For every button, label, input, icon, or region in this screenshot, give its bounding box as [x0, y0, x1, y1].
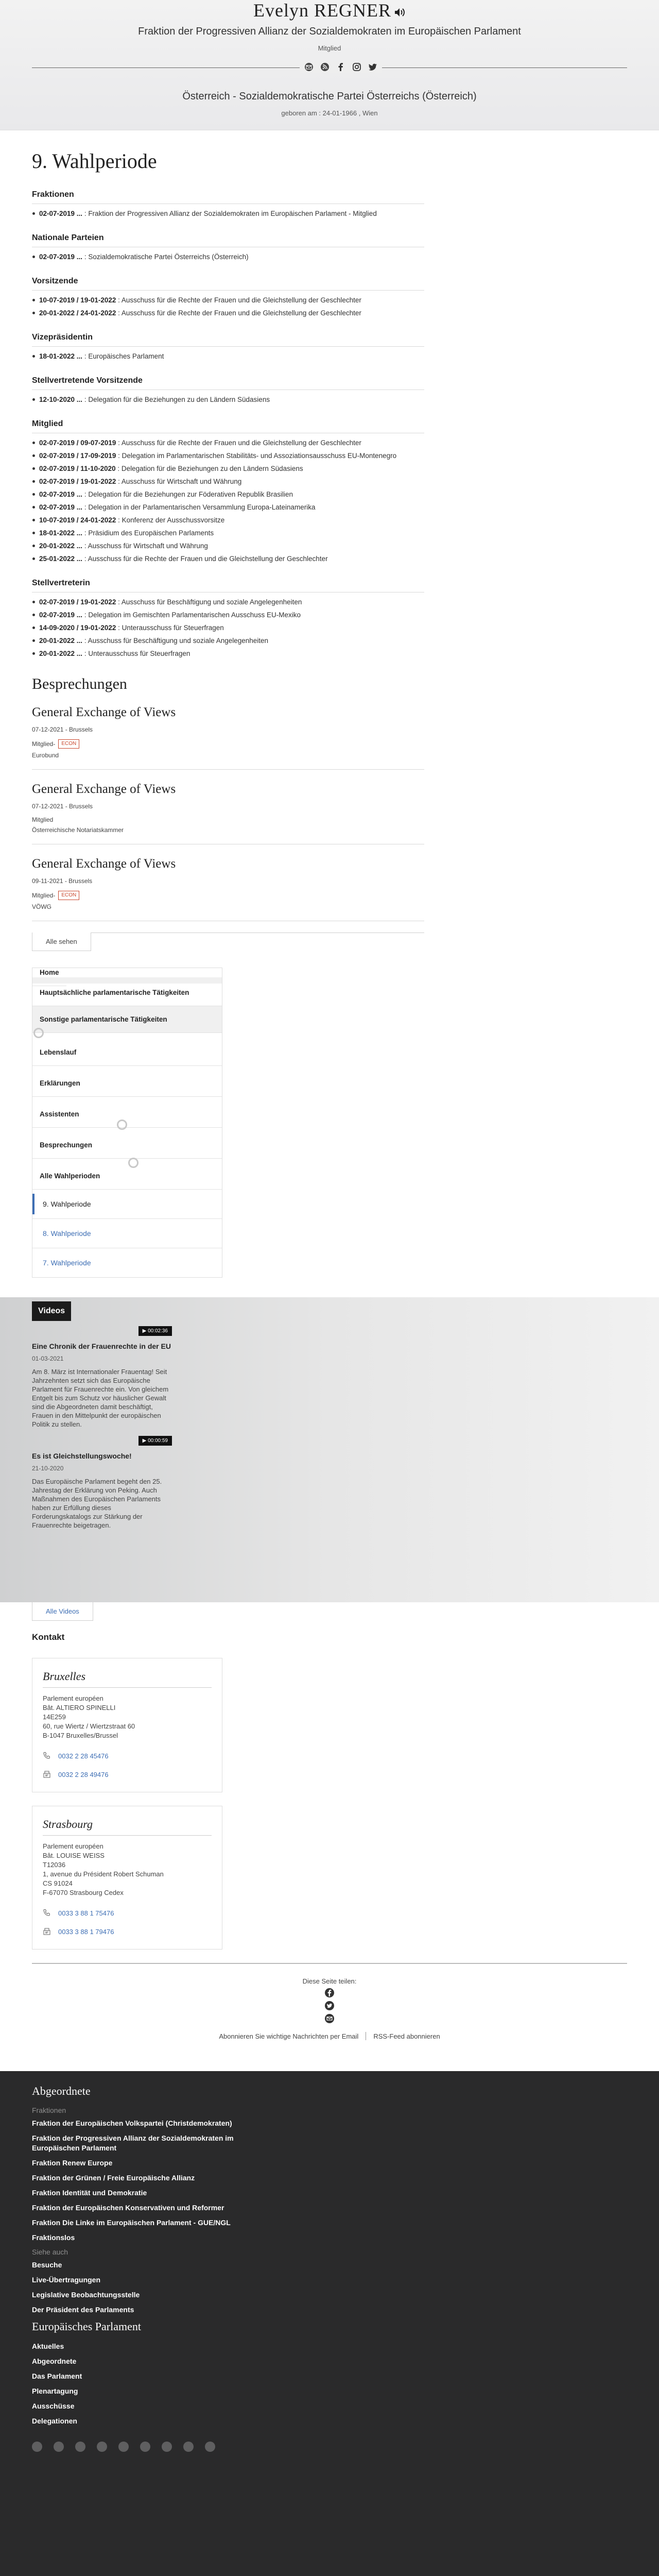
item-text: : Präsidium des Europäischen Parlaments: [82, 529, 214, 537]
snapchat-icon[interactable]: [162, 2442, 172, 2452]
item-text: : Ausschuss für Beschäftigung und soziale Angelegenheiten: [82, 637, 269, 645]
phone-link[interactable]: [43, 1909, 212, 1917]
address-line: F-67070 Strasbourg Cedex: [43, 1889, 124, 1896]
footer-ep-link[interactable]: Ausschüsse: [32, 2402, 75, 2410]
phone-icon: [43, 1752, 51, 1760]
term-section: [32, 579, 424, 660]
address-line: CS 91024: [43, 1879, 73, 1887]
meeting-date-place: 07-12-2021 - Brussels: [32, 803, 93, 810]
list-item: [32, 527, 424, 539]
instagram-icon[interactable]: [352, 62, 362, 72]
footer-group-link[interactable]: Fraktion der Grünen / Freie Europäische Allianz: [32, 2174, 195, 2182]
footer-social-icons: [32, 2442, 627, 2452]
committee-badge[interactable]: ECON: [58, 739, 79, 749]
committee-badge[interactable]: ECON: [58, 891, 79, 900]
item-text: : Ausschuss für Beschäftigung und soziale Angelegenheiten: [116, 598, 302, 606]
share-label: Diese Seite teilen:: [302, 1977, 357, 1985]
address-line: Bât. ALTIERO SPINELLI: [43, 1704, 116, 1711]
section-title: Stellvertretende Vorsitzende: [32, 376, 424, 390]
list-item: [32, 488, 424, 501]
term-sections: [32, 190, 659, 660]
member-name: Evelyn REGNER: [253, 0, 391, 21]
footer-ep-link[interactable]: Das Parlament: [32, 2372, 82, 2380]
footer-see-also-link[interactable]: Besuche: [32, 2261, 62, 2269]
footer-group-link[interactable]: Fraktion der Europäischen Volkspartei (Christdemokraten): [32, 2119, 232, 2127]
item-text: : Europäisches Parlament: [82, 352, 164, 360]
address-line: Parlement européen: [43, 1842, 103, 1850]
item-date: 02-07-2019 / 09-07-2019: [39, 439, 116, 447]
footer-subtitle-groups: Fraktionen: [32, 2106, 66, 2114]
section-title: Vorsitzende: [32, 277, 424, 291]
item-date: 18-01-2022 ...: [39, 352, 83, 360]
item-date: 20-01-2022 ...: [39, 637, 83, 645]
reddit-icon[interactable]: [205, 2442, 215, 2452]
item-text: : Ausschuss für Wirtschaft und Währung: [82, 542, 208, 550]
meeting-card: [32, 856, 424, 921]
list-item: [32, 307, 424, 319]
pinterest-icon[interactable]: [183, 2442, 194, 2452]
item-date: 02-07-2019 ...: [39, 611, 83, 619]
term-section: [32, 190, 424, 220]
footer-ep-link[interactable]: Aktuelles: [32, 2342, 64, 2350]
list-item: [32, 250, 424, 263]
footer-ep-link[interactable]: Plenartagung: [32, 2387, 78, 2395]
item-text: : Delegation für die Beziehungen zu den Ländern Südasiens: [115, 465, 303, 472]
list-item: [32, 647, 424, 660]
meeting-organisation: Österreichische Notariatskammer: [32, 826, 124, 834]
video-card[interactable]: [32, 1326, 172, 1429]
meeting-role-row: Mitglied - ECON: [32, 739, 424, 749]
sidenav-item-other-activities[interactable]: [32, 1006, 222, 1033]
term-section: [32, 233, 424, 263]
item-date: 10-07-2019 / 24-01-2022: [39, 516, 116, 524]
item-date: 02-07-2019 ...: [39, 253, 83, 261]
list-item: [32, 539, 424, 552]
sidenav-item-cv[interactable]: Lebenslauf: [32, 1039, 222, 1066]
item-date: 02-07-2019 / 19-01-2022: [39, 598, 116, 606]
fax-link[interactable]: [43, 1770, 212, 1778]
flickr-icon[interactable]: [75, 2442, 85, 2452]
list-item: [32, 621, 424, 634]
sidenav-item-all-terms[interactable]: [32, 1163, 222, 1190]
list-item: [32, 634, 424, 647]
sidenav-item-home[interactable]: Home: [32, 959, 66, 986]
section-list: [32, 350, 424, 363]
term-section: [32, 277, 424, 319]
item-text: : Delegation für die Beziehungen zur Föderativen Republik Brasilien: [82, 490, 293, 498]
see-all-button[interactable]: Alle sehen: [32, 933, 91, 951]
term-title: 9. Wahlperiode: [32, 149, 157, 173]
item-date: 02-07-2019 ...: [39, 490, 83, 498]
item-text: : Ausschuss für Wirtschaft und Währung: [116, 478, 242, 485]
phone-number: 0033 3 88 1 75476: [58, 1909, 114, 1917]
sidenav-item-assistants[interactable]: [32, 1101, 222, 1128]
item-text: : Konferenz der Ausschussvorsitze: [116, 516, 225, 524]
section-title: Mitglied: [32, 419, 424, 433]
sidenav-item-label: Alle Wahlperioden: [40, 1172, 100, 1180]
section-list: [32, 294, 424, 319]
footer-ep-link[interactable]: Delegationen: [32, 2417, 77, 2425]
meeting-title[interactable]: General Exchange of Views: [32, 705, 176, 719]
contact-section: [0, 1602, 659, 1950]
video-description: Am 8. März ist Internationaler Frauentag! Seit Jahrzehnten setzt sich das Europäische Parlament für Frauenrechte ein. Von gleichem Entgelt bis zum Schutz vor häuslicher Gewalt sind die Abgeordneten damit beschäftigt, Frauen in den Mittelpunkt der europäischen Politik zu stellen.: [32, 1368, 169, 1428]
video-title[interactable]: Es ist Gleichstellungswoche!: [32, 1452, 132, 1460]
footer-group-link[interactable]: Fraktion Identität und Demokratie: [32, 2189, 147, 2197]
footer-see-also-link[interactable]: Live-Übertragungen: [32, 2276, 101, 2284]
sidenav-term-7[interactable]: 7. Wahlperiode: [43, 1259, 91, 1267]
item-text: : Delegation für die Beziehungen zu den Ländern Südasiens: [82, 396, 270, 403]
meeting-organisation: Eurobund: [32, 752, 59, 759]
fax-icon: [43, 1770, 51, 1778]
fax-link[interactable]: [43, 1927, 212, 1936]
meeting-date-place: 09-11-2021 - Brussels: [32, 877, 93, 885]
fax-number: 0032 2 28 49476: [58, 1770, 109, 1778]
list-item: [32, 462, 424, 475]
rss-subscribe-link[interactable]: RSS-Feed abonnieren: [373, 2032, 440, 2040]
item-date: 12-10-2020 ...: [39, 396, 83, 403]
fax-icon: [43, 1927, 51, 1936]
item-text: : Fraktion der Progressiven Allianz der Sozialdemokraten im Europäischen Parlament - Mitglied: [82, 210, 377, 217]
video-card[interactable]: [32, 1436, 172, 1530]
item-text: : Delegation in der Parlamentarischen Versammlung Europa-Lateinamerika: [82, 503, 316, 511]
item-date: 02-07-2019 ...: [39, 503, 83, 511]
item-date: 14-09-2020 / 19-01-2022: [39, 624, 116, 632]
national-party: Österreich - Sozialdemokratische Partei Österreichs (Österreich): [182, 91, 477, 102]
item-text: : Sozialdemokratische Partei Österreichs (Österreich): [82, 253, 249, 261]
linkedin-icon[interactable]: [140, 2442, 150, 2452]
footer-group-link[interactable]: Fraktionslos: [32, 2233, 75, 2242]
section-list: [32, 436, 424, 565]
youtube-icon[interactable]: [118, 2442, 129, 2452]
see-all-bar: [32, 933, 424, 953]
section-list: [32, 393, 424, 406]
section-list: [32, 250, 424, 263]
meetings-title: Besprechungen: [32, 675, 127, 692]
footer-group-link[interactable]: Fraktion der Europäischen Konservativen und Reformer: [32, 2204, 224, 2212]
video-description: Das Europäische Parlament begeht den 25. Jahrestag der Erklärung von Peking. Auch Maßnahmen des Europäischen Parlaments haben zur Erfüllung dieses Forderungskatalogs zur Stärkung der Frauenrechte beigetragen.: [32, 1478, 162, 1529]
phone-number: 0032 2 28 45476: [58, 1752, 109, 1760]
member-header: [0, 0, 659, 130]
list-item: [32, 393, 424, 406]
email-icon[interactable]: [324, 2013, 335, 2024]
loading-ring-icon: [117, 1120, 127, 1130]
item-text: : Unterausschuss für Steuerfragen: [116, 624, 224, 632]
item-date: 20-01-2022 ...: [39, 650, 83, 657]
videos-section: [0, 1297, 659, 1615]
item-text: : Ausschuss für die Rechte der Frauen und die Gleichstellung der Geschlechter: [116, 309, 361, 317]
video-title[interactable]: Eine Chronik der Frauenrechte in der EU: [32, 1342, 171, 1350]
footer-see-also: [32, 2260, 627, 2315]
video-date: 01-03-2021: [32, 1355, 64, 1362]
footer-see-also-link[interactable]: Der Präsident des Parlaments: [32, 2306, 134, 2314]
list-item: [32, 294, 424, 307]
list-item: [32, 475, 424, 488]
list-item: [32, 436, 424, 449]
share-section: [32, 1963, 627, 2071]
meeting-date-place: 07-12-2021 - Brussels: [32, 726, 93, 733]
address-line: 60, rue Wiertz / Wiertzstraat 60: [43, 1722, 135, 1730]
footer-group-link[interactable]: Fraktion der Progressiven Allianz der Sozialdemokraten im Europäischen Parlament: [32, 2134, 234, 2152]
main-content: [0, 149, 659, 1278]
item-text: : Delegation im Parlamentarischen Stabilitäts- und Assoziationsausschuss EU-Montenegro: [116, 452, 397, 460]
list-item: [32, 350, 424, 363]
facebook-icon[interactable]: [324, 1988, 335, 1998]
facebook-icon[interactable]: [336, 62, 346, 72]
item-date: 02-07-2019 / 17-09-2019: [39, 452, 116, 460]
list-item: [32, 449, 424, 462]
address-card: [32, 1658, 222, 1792]
meeting-role: Mitglied: [32, 816, 54, 823]
item-text: : Unterausschuss für Steuerfragen: [82, 650, 190, 657]
item-text: : Delegation im Gemischten Parlamentarischen Ausschuss EU-Mexiko: [82, 611, 301, 619]
email-subscribe-link[interactable]: Abonnieren Sie wichtige Nachrichten per Email: [219, 2032, 359, 2040]
birth-info: geboren am : 24-01-1966 , Wien: [281, 109, 378, 117]
item-date: 02-07-2019 / 11-10-2020: [39, 465, 116, 472]
instagram-icon[interactable]: [97, 2442, 107, 2452]
footer-see-also-link[interactable]: Legislative Beobachtungsstelle: [32, 2291, 140, 2299]
email-icon[interactable]: [304, 62, 314, 72]
footer-title-members: Abgeordnete: [32, 2084, 91, 2097]
item-date: 18-01-2022 ...: [39, 529, 83, 537]
sidenav-term-8[interactable]: 8. Wahlperiode: [32, 1219, 222, 1248]
item-date: 20-01-2022 / 24-01-2022: [39, 309, 116, 317]
video-duration[interactable]: ▶ 00:00:59: [138, 1436, 172, 1446]
meetings-list: [32, 704, 659, 921]
footer-subtitle-see-also: Siehe auch: [32, 2248, 68, 2256]
political-group: Fraktion der Progressiven Allianz der Sozialdemokraten im Europäischen Parlament: [138, 26, 521, 37]
sidenav-item-label: Sonstige parlamentarische Tätigkeiten: [40, 1015, 167, 1023]
section-title: Nationale Parteien: [32, 233, 424, 247]
footer-ep-links: [32, 2342, 627, 2426]
social-icons: [300, 62, 382, 73]
footer-group-link[interactable]: Fraktion Renew Europe: [32, 2159, 113, 2167]
item-text: : Ausschuss für die Rechte der Frauen und die Gleichstellung der Geschlechter: [116, 296, 361, 304]
twitter-icon[interactable]: [324, 2001, 335, 2011]
sidenav-item-label: Assistenten: [40, 1110, 79, 1118]
list-item: [32, 501, 424, 514]
footer-title-ep: Europäisches Parlament: [32, 2320, 141, 2333]
subscribe-links: [32, 2032, 627, 2071]
list-item: [32, 514, 424, 527]
facebook-icon[interactable]: [32, 2442, 42, 2452]
meeting-organisation: VÖWG: [32, 903, 51, 910]
address-line: Bât. LOUISE WEISS: [43, 1852, 105, 1859]
list-item: [32, 207, 424, 220]
sidenav-item-label: Hauptsächliche parlamentarische Tätigkeiten: [40, 989, 189, 996]
phone-link[interactable]: [43, 1752, 212, 1760]
sidenav-term-9[interactable]: 9. Wahlperiode: [32, 1190, 222, 1219]
address-line: Parlement européen: [43, 1694, 103, 1702]
meeting-card: [32, 781, 424, 844]
list-item: [32, 608, 424, 621]
section-title: Vizepräsidentin: [32, 333, 424, 347]
address-line: B-1047 Bruxelles/Brussel: [43, 1732, 118, 1739]
meeting-title[interactable]: General Exchange of Views: [32, 782, 176, 796]
sidenav-item-meetings[interactable]: Besprechungen: [32, 1132, 222, 1159]
item-text: : Ausschuss für die Rechte der Frauen und die Gleichstellung der Geschlechter: [82, 555, 328, 563]
twitter-icon[interactable]: [54, 2442, 64, 2452]
member-role: Mitglied: [318, 44, 341, 52]
meeting-role-row: Mitglied - ECON: [32, 891, 424, 900]
footer-groups: [32, 2119, 627, 2243]
section-list: [32, 207, 424, 220]
term-section: [32, 333, 424, 363]
address-card: [32, 1806, 222, 1950]
address-city: Bruxelles: [43, 1670, 212, 1688]
address-list: [32, 1658, 659, 1950]
member-name-row: [0, 0, 659, 21]
sidenav-item-declarations[interactable]: Erklärungen: [32, 1070, 222, 1097]
twitter-icon[interactable]: [368, 62, 378, 72]
meeting-card: [32, 704, 424, 770]
address-line: 14E259: [43, 1713, 66, 1721]
list-item: [32, 552, 424, 565]
phone-icon: [43, 1909, 51, 1917]
term-section: [32, 419, 424, 565]
item-date: 10-07-2019 / 19-01-2022: [39, 296, 116, 304]
section-title: Stellvertreterin: [32, 579, 424, 592]
item-date: 02-07-2019 / 19-01-2022: [39, 478, 116, 485]
speaker-icon[interactable]: [394, 7, 406, 18]
section-list: [32, 596, 424, 660]
member-sidenav: [32, 968, 222, 1278]
item-date: 02-07-2019 ...: [39, 210, 83, 217]
videos-label: Videos: [32, 1301, 71, 1321]
fax-number: 0033 3 88 1 79476: [58, 1927, 114, 1936]
footer-group-link[interactable]: Fraktion Die Linke im Europäischen Parlament - GUE/NGL: [32, 2218, 231, 2227]
sidenav-item-main-activities[interactable]: [32, 984, 222, 1006]
meeting-role: Mitglied: [32, 892, 54, 899]
section-title: Fraktionen: [32, 190, 424, 204]
video-date: 21-10-2020: [32, 1465, 64, 1472]
item-text: : Ausschuss für die Rechte der Frauen und die Gleichstellung der Geschlechter: [116, 439, 361, 447]
meeting-title[interactable]: General Exchange of Views: [32, 857, 176, 871]
loading-ring-icon: [33, 1028, 44, 1038]
term-section: [32, 376, 424, 406]
address-city: Strasbourg: [43, 1818, 212, 1836]
rss-icon[interactable]: [320, 62, 330, 72]
all-videos-button[interactable]: Alle Videos: [32, 1602, 93, 1621]
social-bar: [32, 61, 627, 74]
video-duration[interactable]: ▶ 00:02:36: [138, 1326, 172, 1336]
footer-ep-link[interactable]: Abgeordnete: [32, 2357, 77, 2365]
item-date: 25-01-2022 ...: [39, 555, 83, 563]
item-date: 20-01-2022 ...: [39, 542, 83, 550]
list-item: [32, 596, 424, 608]
meeting-role: Mitglied: [32, 740, 54, 748]
site-footer: [0, 2071, 659, 2576]
contact-title: Kontakt: [32, 1632, 65, 1642]
meeting-role-row: [32, 816, 424, 823]
address-line: T12036: [43, 1861, 66, 1869]
loading-ring-icon: [128, 1158, 138, 1168]
address-line: 1, avenue du Président Robert Schuman: [43, 1870, 164, 1878]
